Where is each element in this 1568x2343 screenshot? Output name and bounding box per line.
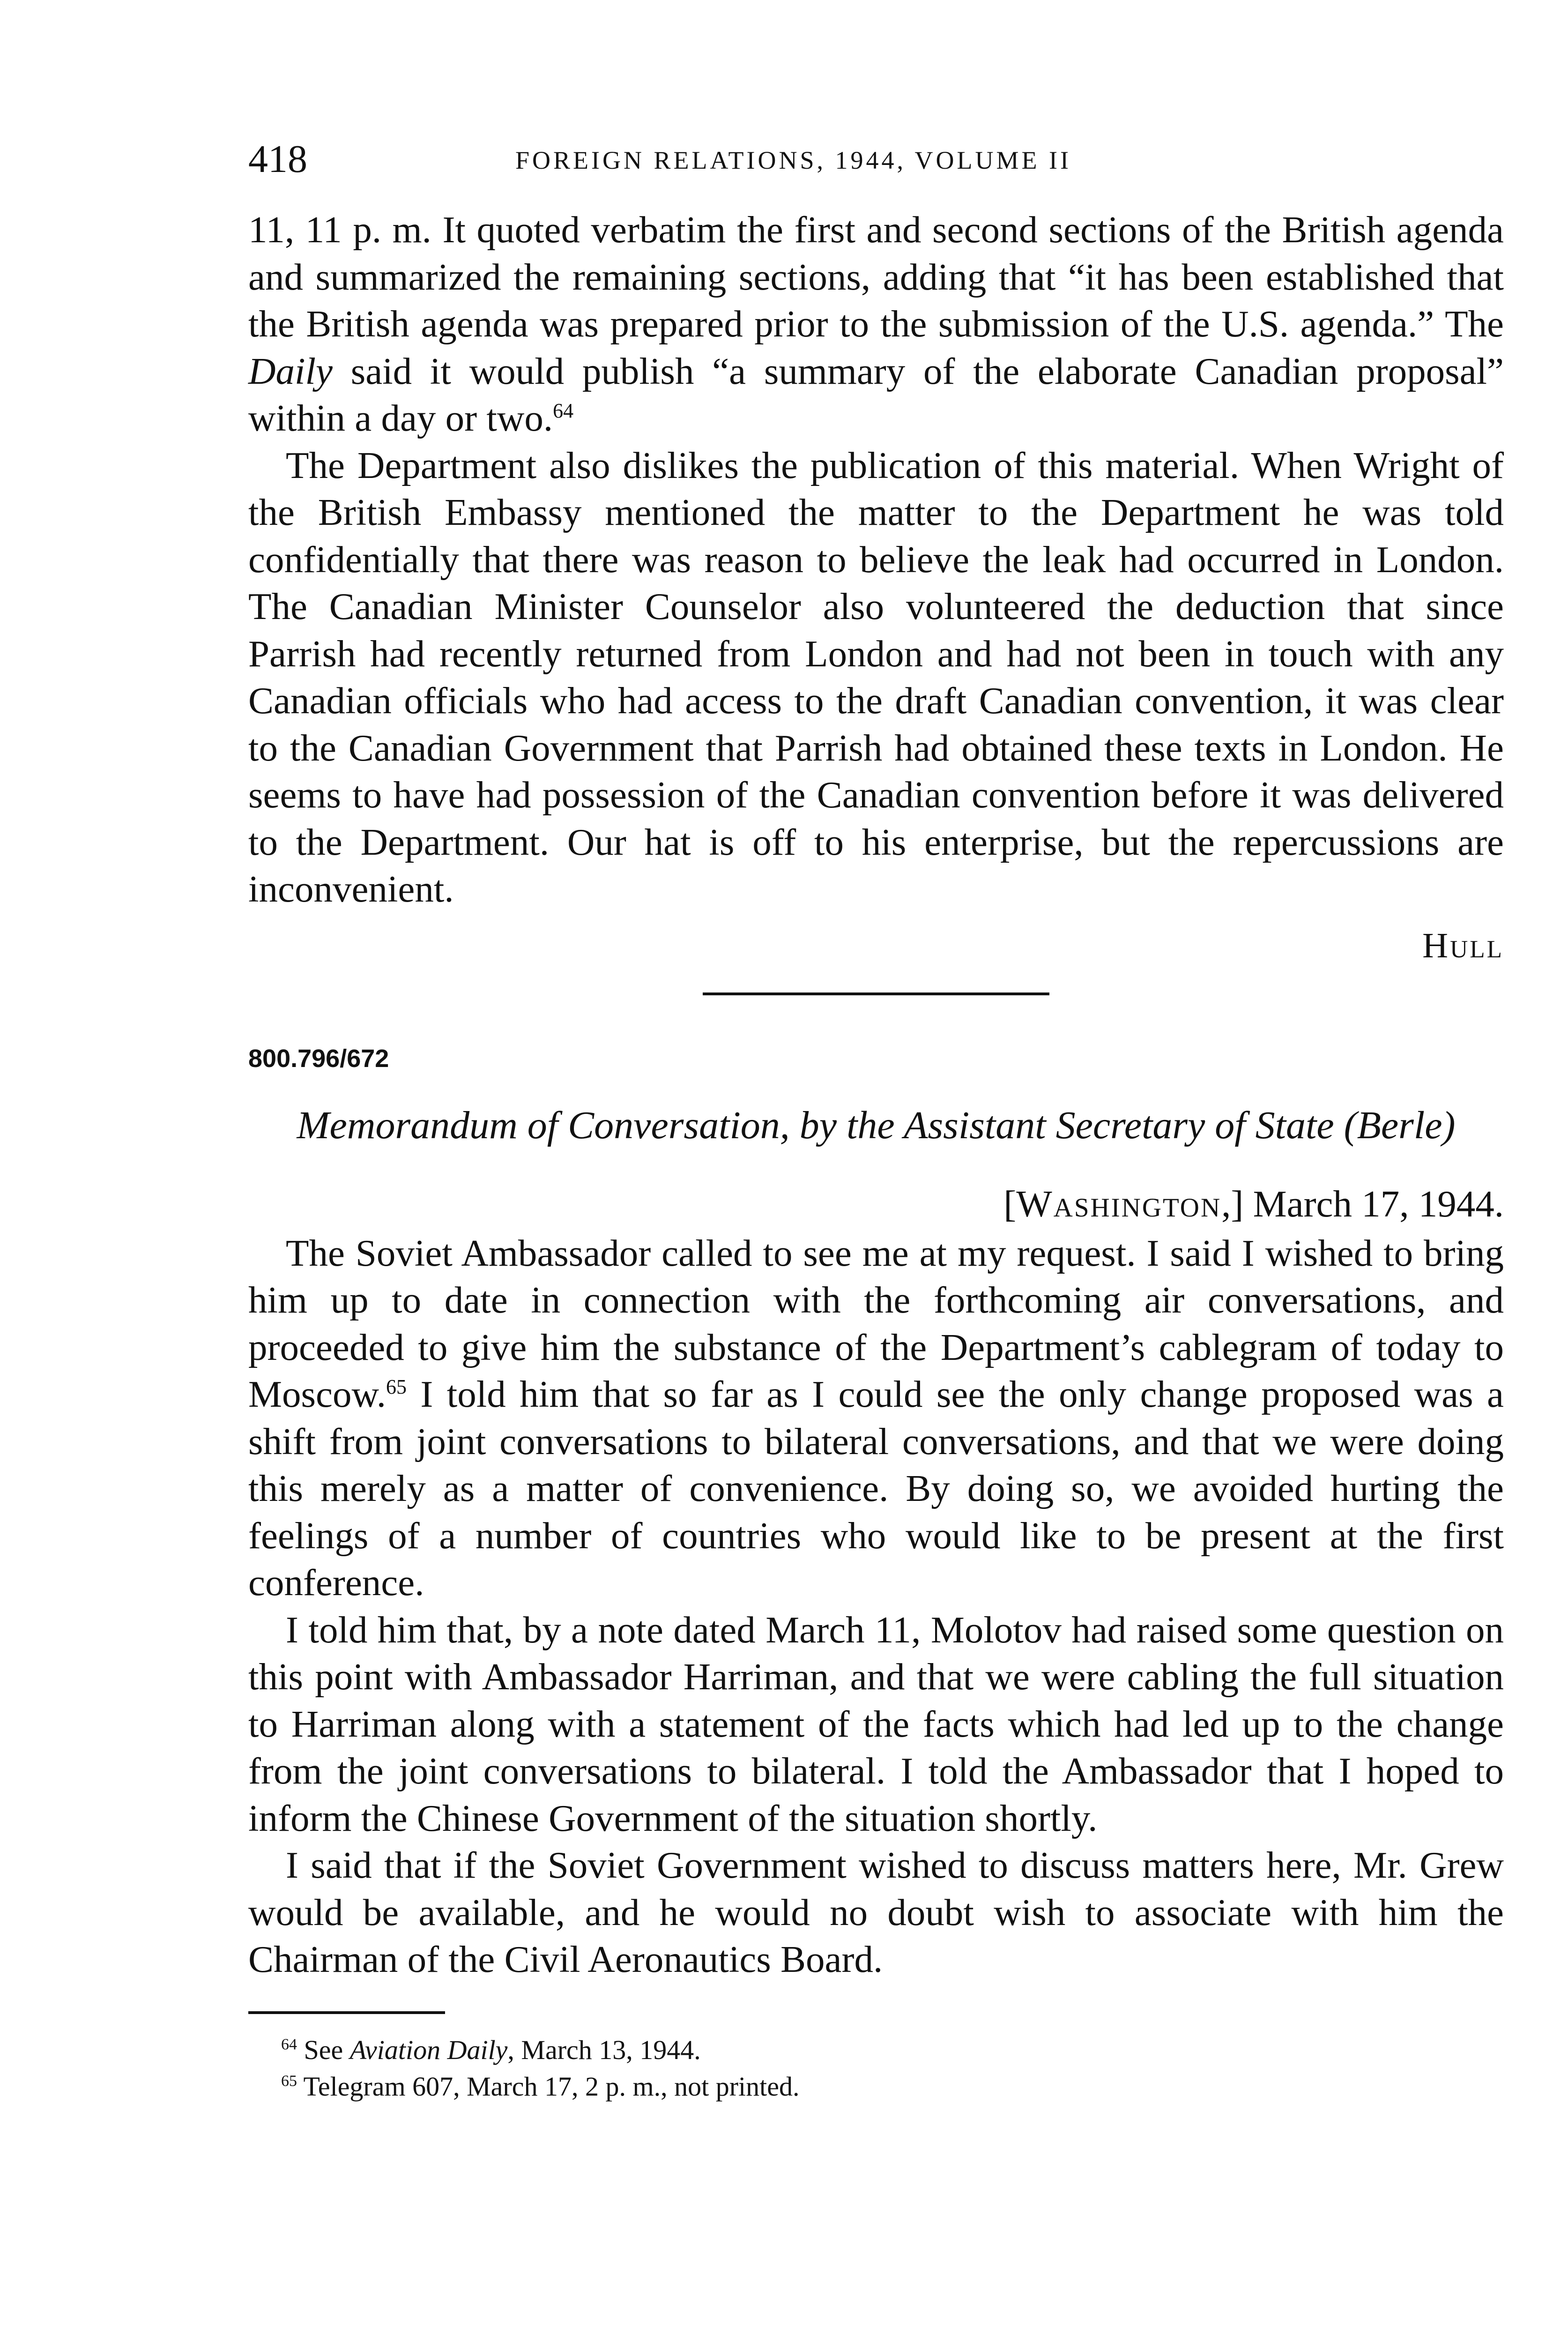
footnote-65	[248, 2068, 1504, 2105]
document-title: Memorandum of Conversation, by the Assistant Secretary of State (Berle)	[297, 1103, 1456, 1147]
file-number: 800.796/672	[248, 1044, 389, 1073]
footnote-text: See	[304, 2034, 350, 2065]
paragraph-grew-available: I said that if the Soviet Government wished to discuss matters here, Mr. Grew would be available, and he would no doubt wish to associate with him the Chairman of the Civil Aeronautics Board.	[248, 1844, 1504, 1980]
paragraph-molotov-note: I told him that, by a note dated March 11, Molotov had raised some question on this point with Ambassador Harriman, and that we were cabling the full situation to Harriman along with a statement of the facts which had led up to the change from the joint conversations to bilateral. I told the Ambassador that I hoped to inform the Chinese Government of the situation shortly.	[248, 1608, 1504, 1839]
footnote-italic: Aviation Daily	[349, 2034, 508, 2065]
footnote-text: , March 13, 1944.	[507, 2034, 701, 2065]
dateline-date: March 17, 1944.	[1253, 1182, 1504, 1225]
document-page	[248, 136, 1504, 2105]
page-number: 418	[248, 137, 307, 181]
paragraph-text: I told him that so far as I could see the only change proposed was a shift from joint conversations to bilateral conversations, and that we were doing this merely as a matter of convenience. By doing so, we avoided hurting the feelings of a number of countries who would like to be present at the first conference.	[248, 1373, 1504, 1604]
footnote-text: Telegram 607, March 17, 2 p. m., not printed.	[303, 2071, 800, 2102]
signature-hull: Hull	[1422, 925, 1504, 965]
paragraph-department-dislikes: The Department also dislikes the publication of this material. When Wright of the British Embassy mentioned the matter to the Department he was told confidentially that there was reason to believe the leak had occurred in London. The Canadian Minister Counselor also volunteered the deduction that since Parrish had recently returned from London and had not been in touch with any Canadian officials who had access to the draft Canadian convention, it was clear to the Canadian Government that Parrish had obtained these texts in London. He seems to have had possession of the Canadian convention before it was delivered to the Department. Our hat is off to his enterprise, but the repercussions are inconvenient.	[248, 444, 1504, 910]
page-header	[248, 136, 1504, 206]
dateline: [Washington,] March 17, 1944.	[1003, 1182, 1504, 1225]
paragraph-text: said it would publish “a summary of the elaborate Canadian proposal” within a day or two.	[248, 350, 1504, 439]
footnote-mark: 64	[281, 2036, 297, 2053]
footnote-64	[248, 2032, 1504, 2068]
footnote-ref-65: 65	[386, 1375, 407, 1398]
paragraph-soviet-ambassador	[248, 1230, 1504, 1606]
footnote-mark: 65	[281, 2072, 297, 2090]
paragraph-text: 11, 11 p. m. It quoted verbatim the first and second sections of the British agenda and summarized the remaining sections, adding that “it has been established that the British agenda was prepared prior to the submission of the U.S. agenda.” The	[248, 209, 1504, 345]
section-divider	[703, 992, 1049, 995]
footnote-rule	[248, 2011, 445, 2014]
dateline-place: Washington	[1016, 1182, 1222, 1225]
italic-publication-name: Daily	[248, 350, 333, 392]
footnote-ref-64: 64	[553, 399, 574, 422]
running-head: FOREIGN RELATIONS, 1944, VOLUME II	[515, 146, 1071, 174]
paragraph-continued	[248, 206, 1504, 442]
paragraph-text: The Soviet Ambassador called to see me at my request. I said I wished to bring him up to date in connection with the forthcoming air conversations, and proceeded to give him the substance of the Department’s cablegram of today to Moscow.	[248, 1231, 1504, 1415]
